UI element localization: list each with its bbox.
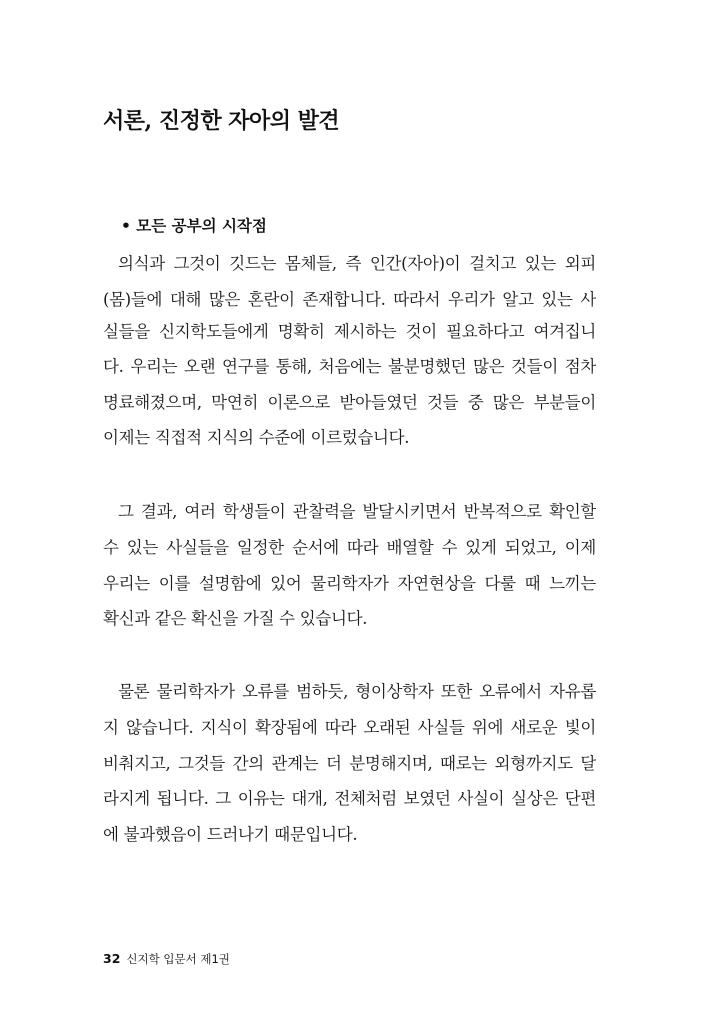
chapter-title: 서론, 진정한 자아의 발견 [103,108,340,134]
paragraph-line: 확신과 같은 확신을 가질 수 있습니다. [103,609,368,628]
paragraph-line: (몸)들에 대해 많은 혼란이 존재합니다. 따라서 우리가 알고 있는 사 [103,290,596,309]
paragraph-line: 실들을 신지학도들에게 명확히 제시하는 것이 필요하다고 여겨집니 [103,322,596,341]
paragraph-line: 의식과 그것이 깃드는 몸체들, 즉 인간(자아)이 걸치고 있는 외피 [118,254,596,273]
paragraph-line: 이제는 직접적 지식의 수준에 이르렀습니다. [103,428,410,447]
paragraph-line: 다. 우리는 오랜 연구를 통해, 처음에는 불분명했던 많은 것들이 점차 [103,357,596,376]
paragraph-line: 지 않습니다. 지식이 확장됨에 따라 오래된 사실들 위에 새로운 빛이 [103,718,596,737]
section-heading: • 모든 공부의 시작점 [121,217,267,235]
paragraph-line: 물론 물리학자가 오류를 범하듯, 형이상학자 또한 오류에서 자유롭 [118,682,596,701]
paragraph-line: 명료해졌으며, 막연히 이론으로 받아들였던 것들 중 많은 부분들이 [103,393,596,412]
paragraph-line: 에 불과했음이 드러나기 때문입니다. [103,825,358,844]
paragraph-line: 그 결과, 여러 학생들이 관찰력을 발달시키면서 반복적으로 확인할 [118,502,596,521]
book-title: 신지학 입문서 제1권 [126,952,230,966]
page-footer [103,948,230,967]
paragraph-line: 비춰지고, 그것들 간의 관계는 더 분명해지며, 때로는 외형까지도 달 [103,754,596,773]
page-number: 32 [103,951,121,966]
paragraph-line: 라지게 됩니다. 그 이유는 대개, 전체처럼 보였던 사실이 실상은 단편 [103,789,596,808]
paragraph-line: 우리는 이를 설명함에 있어 물리학자가 자연현상을 다룰 때 느끼는 [103,574,596,593]
paragraph-line: 수 있는 사실들을 일정한 순서에 따라 배열할 수 있게 되었고, 이제 [103,538,596,557]
